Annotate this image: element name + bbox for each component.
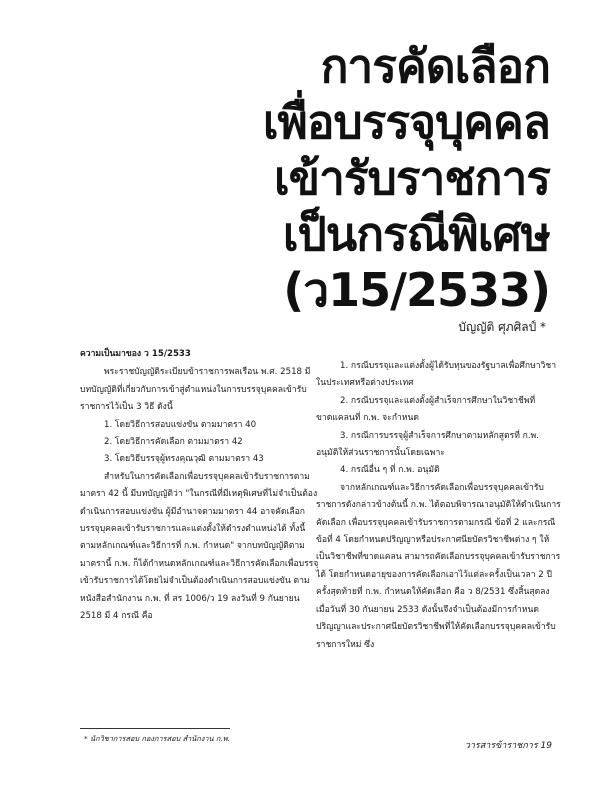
title-line: (ว15/2533) <box>283 263 550 317</box>
case-item: 2. กรณีบรรจุและแต่งตั้งผู้สำเร็จการศึกษาในวิชาชีพที่ขาดแคลนที่ ก.พ. จะกำหนด <box>316 395 536 424</box>
method-item: 2. โดยวิธีการคัดเลือก ตามมาตรา 42 <box>104 437 243 448</box>
left-column <box>80 346 320 626</box>
closing-paragraph: สำหรับในการคัดเลือกเพื่อบรรจุบุคคลเข้ารับราชการตามมาตรา 42 นี้ มีบทบัญญัติว่า "ในกรณีที่มีเหตุพิเศษที่ไม่จำเป็นต้องดำเนินการสอบแข่งขัน ผู้มีอำนาจตามมาตรา 44 อาจคัดเลือกบรรจุบุคคลเข้ารับราชการและแต่งตั้งให้ดำรงตำแหน่งได้ ทั้งนี้ตามหลักเกณฑ์และวิธีการที่ ก.พ. กำหนด" จากบทบัญญัติตามมาตรานี้ ก.พ. ก็ได้กำหนดหลักเกณฑ์และวิธีการคัดเลือกเพื่อบรรจุเข้ารับราชการได้โดยไม่จำเป็นต้องดำเนินการสอบแข่งขัน ตามหนังสือสำนักงาน ก.พ. ที่ สร 1006/ว 19 ลงวันที่ 9 กันยายน 2518 มี 4 กรณี คือ <box>80 471 319 622</box>
title-line: เป็นกรณีพิเศษ <box>282 207 550 261</box>
method-item: 3. โดยวิธีบรรจุผู้ทรงคุณวุฒิ ตามมาตรา 43 <box>104 454 264 465</box>
title-line: การคัดเลือก <box>320 39 550 93</box>
title-line: เข้ารับราชการ <box>273 151 550 205</box>
author-byline: บัญญัติ ศุภศิลป์ * <box>458 320 546 334</box>
intro-paragraph: พระราชบัญญัติระเบียบข้าราชการพลเรือน พ.ศ. 2518 มีบทบัญญัติที่เกี่ยวกับการเข้าสู่ตำแหน่งในการบรรจุบุคคลเข้ารับราชการไว้เป็น 3 วิธี ดังนี้ <box>80 367 311 413</box>
case-item: 3. กรณีการบรรจุผู้สำเร็จการศึกษาตามหลักสูตรที่ ก.พ. อนุมัติให้ส่วนราชการนั้นโดยเฉพาะ <box>316 430 539 459</box>
page-footer: วารสารข้าราชการ 19 <box>464 741 552 751</box>
title-line: เพื่อบรรจุบุคคล <box>262 95 550 149</box>
method-item: 1. โดยวิธีการสอบแข่งขัน ตามมาตรา 40 <box>104 419 257 430</box>
footnote-divider <box>80 728 230 729</box>
right-column <box>316 358 562 654</box>
body-paragraph: จากหลักเกณฑ์และวิธีการคัดเลือกเพื่อบรรจุบุคคลเข้ารับราชการดังกล่าวข้างต้นนี้ ก.พ. ได้ตอบพิจารณาอนุมัติให้ดำเนินการคัดเลือก เพื่อบรรจุบุคคลเข้ารับราชการตามกรณี ข้อที่ 2 และกรณีข้อที่ 4 โดยกำหนดปริญญาหรือประกาศนียบัตรวิชาชีพต่าง ๆ ให้เป็นวิชาชีพที่ขาดแคลน สามารถคัดเลือกบรรจุบุคคลเข้ารับราชการได้ โดยกำหนดอายุของการคัดเลือกเอาไว้แต่ละครั้งเป็นเวลา 2 ปี ครั้งสุดท้ายที่ ก.พ. กำหนดให้คัดเลือก คือ ว 8/2531 ซึ่งสิ้นสุดลง เมื่อวันที่ 30 กันยายน 2533 ดังนั้นจึงจำเป็นต้องมีการกำหนดปริญญาและประกาศนียบัตรวิชาชีพที่ให้คัดเลือกบรรจุบุคคลเข้ารับราชการใหม่ ซึ่ง <box>316 482 561 650</box>
article-title <box>263 38 550 318</box>
section-heading: ความเป็นมาของ ว 15/2533 <box>80 349 191 359</box>
case-item: 4. กรณีอื่น ๆ ที่ ก.พ. อนุมัติ <box>340 465 440 476</box>
case-item: 1. กรณีบรรจุและแต่งตั้งผู้ได้รับทุนของรัฐบาลเพื่อศึกษาวิชาในประเทศหรือต่างประเทศ <box>316 361 557 389</box>
author-footnote: * นักวิชาการสอบ กองการสอบ สำนักงาน ก.พ. <box>84 734 230 743</box>
